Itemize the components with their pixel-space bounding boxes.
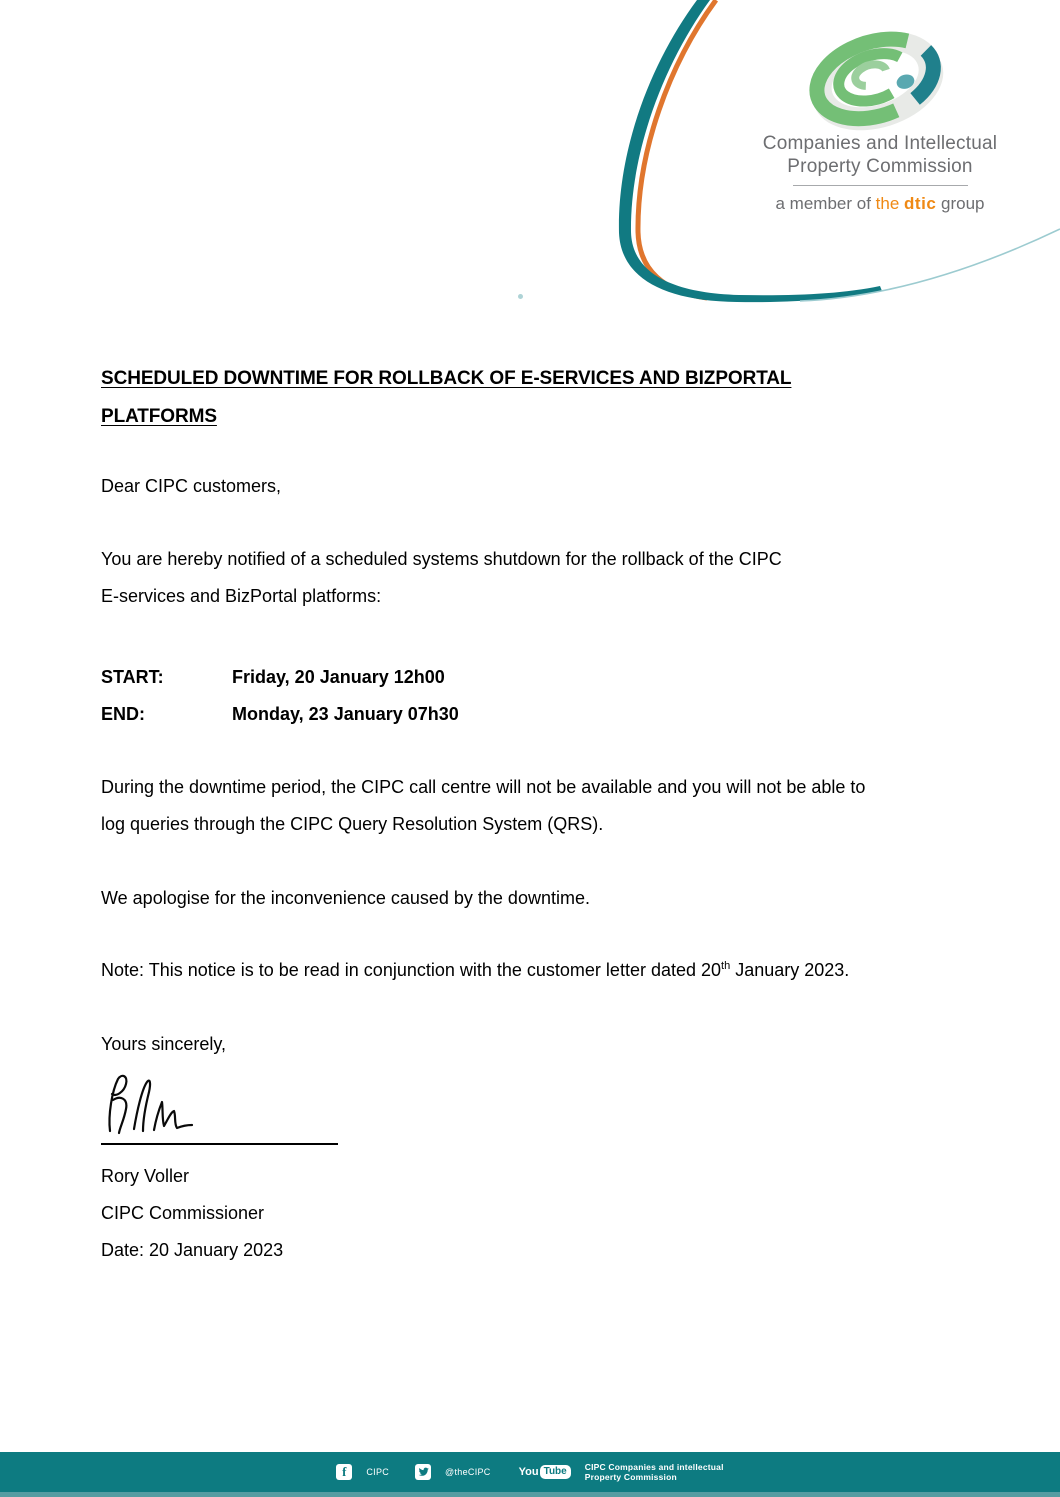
paragraph-apology: We apologise for the inconvenience caused by the downtime. <box>101 888 590 908</box>
footer-bar <box>0 1452 1060 1497</box>
org-name-line2: Property Commission <box>787 156 973 177</box>
cipc-logo <box>800 18 960 138</box>
signatory-name: Rory Voller <box>101 1166 190 1186</box>
facebook-icon[interactable] <box>336 1464 352 1480</box>
youtube-channel-label[interactable] <box>585 1462 724 1482</box>
end-value: Monday, 23 January 07h30 <box>232 704 459 724</box>
footer-bottom-strip <box>0 1492 1060 1497</box>
schedule-start-row <box>101 659 1007 696</box>
member-suffix: group <box>941 194 985 213</box>
note-text: Note: This notice is to be read in conjunction with the customer letter dated 20 <box>101 960 722 980</box>
social-links <box>0 1452 1060 1492</box>
start-value: Friday, 20 January 12h00 <box>232 667 445 687</box>
signatory-date: Date: 20 January 2023 <box>101 1240 284 1260</box>
member-line <box>735 194 1025 214</box>
member-dtic: dtic <box>904 194 937 213</box>
paragraph-callcentre-line2: log queries through the CIPC Query Resolution System (QRS). <box>101 814 604 834</box>
paragraph-callcentre <box>101 769 1007 843</box>
letter-body <box>101 360 1007 1269</box>
signatory-title: CIPC Commissioner <box>101 1203 265 1223</box>
twitter-icon[interactable] <box>415 1464 431 1480</box>
paragraph-notice-line2: E-services and BizPortal platforms: <box>101 586 382 606</box>
heading-line2: PLATFORMS <box>101 406 217 427</box>
note-text-after: January 2023. <box>730 960 850 980</box>
letter-heading <box>101 360 1007 436</box>
signature-line <box>101 1143 338 1145</box>
end-label: END: <box>101 704 145 724</box>
start-label: START: <box>101 667 164 687</box>
youtube-label-line1: CIPC Companies and intellectual <box>584 1462 724 1472</box>
salutation: Dear CIPC customers, <box>101 476 282 496</box>
note-superscript: th <box>721 960 731 972</box>
schedule-end-row <box>101 696 1007 733</box>
signature-image <box>104 1073 199 1141</box>
twitter-bird-glyph <box>418 1467 429 1477</box>
youtube-label-line2: Property Commission <box>584 1472 677 1482</box>
twitter-handle[interactable]: @theCIPC <box>445 1467 491 1477</box>
youtube-icon[interactable] <box>519 1465 571 1479</box>
member-prefix: a member of <box>775 194 871 213</box>
youtube-you-text: You <box>518 1466 539 1478</box>
brand-text-block <box>735 132 1025 214</box>
facebook-handle[interactable]: CIPC <box>366 1467 390 1477</box>
heading-line1: SCHEDULED DOWNTIME FOR ROLLBACK OF E-SERVICES AND BIZPORTAL <box>101 368 792 389</box>
paragraph-callcentre-line1: During the downtime period, the CIPC call centre will not be available and you will not be able to <box>101 777 866 797</box>
paragraph-note <box>101 952 1007 989</box>
org-name-line1: Companies and Intellectual <box>762 133 998 154</box>
member-the: the <box>875 194 900 213</box>
paragraph-notice <box>101 541 1007 615</box>
paragraph-notice-line1: You are hereby notified of a scheduled systems shutdown for the rollback of the CIPC <box>101 549 782 569</box>
brand-divider <box>793 185 968 186</box>
curve-tail <box>800 229 1060 301</box>
facebook-glyph: f <box>342 1464 347 1479</box>
youtube-tube-text: Tube <box>540 1465 571 1479</box>
downtime-schedule <box>101 659 1007 733</box>
closing-phrase: Yours sincerely, <box>101 1034 227 1054</box>
decorative-dot <box>518 294 523 299</box>
signatory-block <box>101 1158 1007 1269</box>
